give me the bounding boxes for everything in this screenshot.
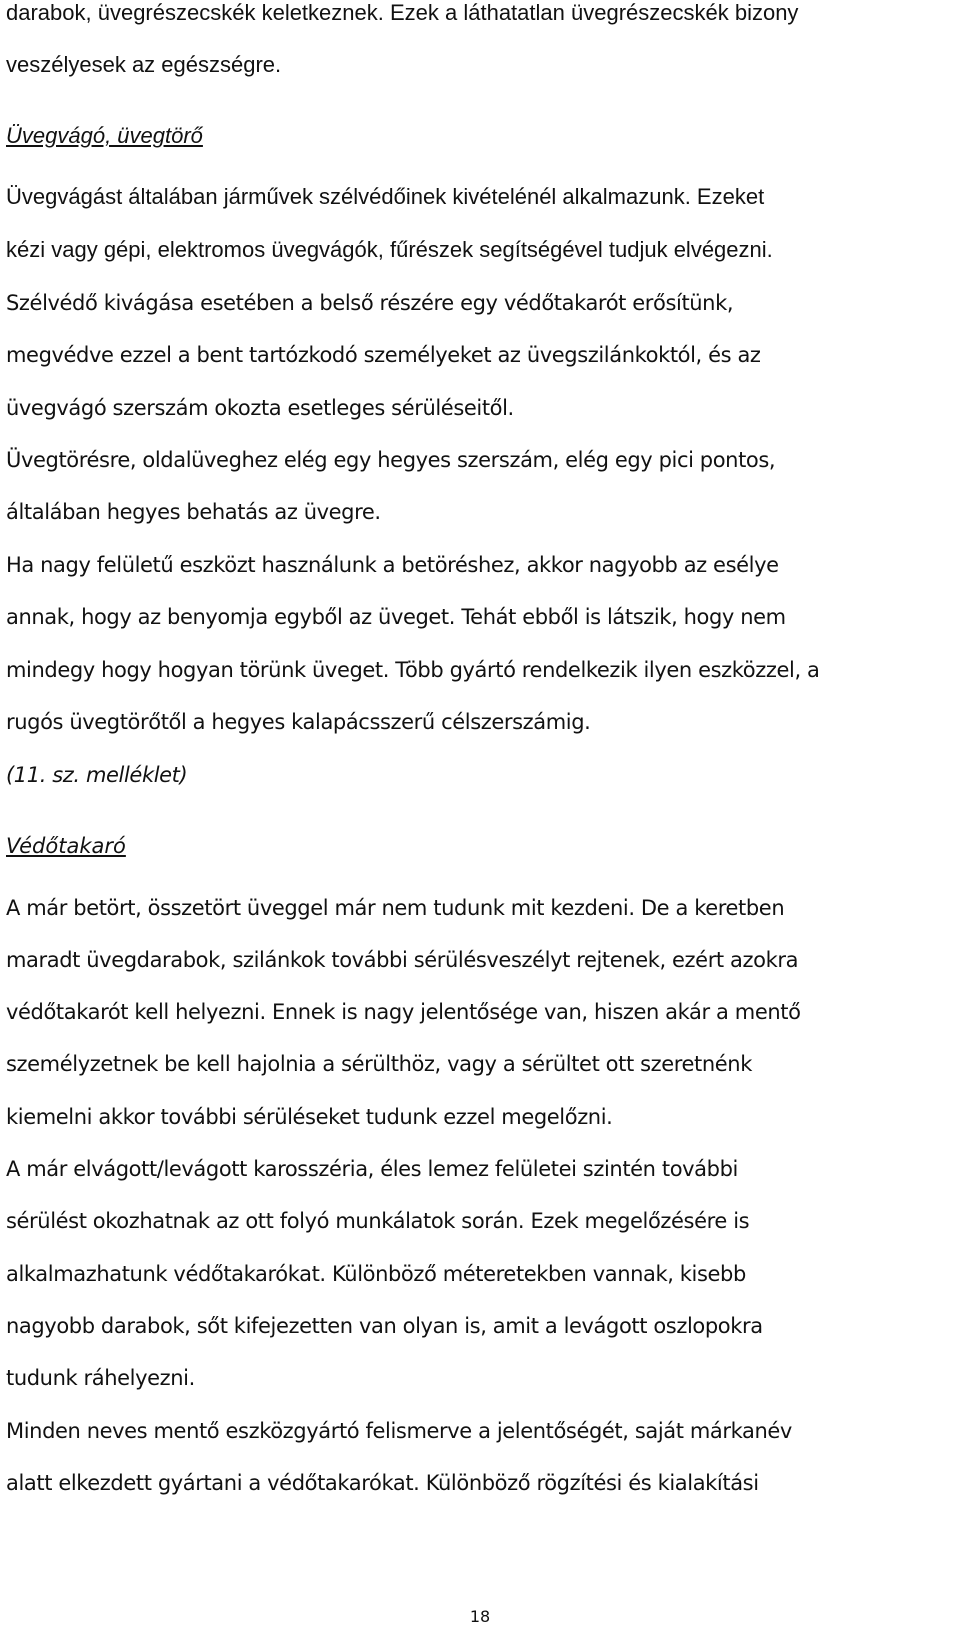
text-line: alatt elkezdett gyártani a védőtakarókat. Különböző rögzítési és kialakítási [6,1471,759,1495]
text-line: Üvegtörésre, oldalüveghez elég egy hegyes szerszám, elég egy pici pontos, [6,448,776,472]
text-line: megvédve ezzel a bent tartózkodó személyeket az üvegszilánkoktól, és az [6,343,761,367]
text-line: A már betört, összetört üveggel már nem tudunk mit kezdeni. De a keretben [6,896,785,920]
text-line: darabok, üvegrészecskék keletkeznek. Ezek a láthatatlan üvegrészecskék bizony [6,0,799,25]
text-line: A már elvágott/levágott karosszéria, éles lemez felületei szintén további [6,1157,738,1181]
text-line: nagyobb darabok, sőt kifejezetten van olyan is, amit a levágott oszlopokra [6,1314,763,1338]
section-heading-vedotakaro: Védőtakaró [6,834,126,858]
text-line: Szélvédő kivágása esetében a belső részére egy védőtakarót erősítünk, [6,291,734,315]
text-line: általában hegyes behatás az üvegre. [6,500,381,524]
text-line: Üvegvágást általában járművek szélvédőinek kivételénél alkalmazunk. Ezeket [6,184,765,209]
text-line: védőtakarót kell helyezni. Ennek is nagy jelentősége van, hiszen akár a mentő [6,1000,801,1024]
text-line: személyzetnek be kell hajolnia a sérülthöz, vagy a sérültet ott szeretnénk [6,1052,752,1076]
text-line: annak, hogy az benyomja egyből az üveget. Tehát ebből is látszik, hogy nem [6,605,786,629]
text-line: tudunk ráhelyezni. [6,1366,195,1390]
text-line: rugós üvegtörőtől a hegyes kalapácsszerű célszerszámig. [6,710,591,734]
text-line: maradt üvegdarabok, szilánkok további sérülésveszélyt rejtenek, ezért azokra [6,948,799,972]
text-line: kézi vagy gépi, elektromos üvegvágók, fűrészek segítségével tudjuk elvégezni. [6,237,773,262]
page-number: 18 [469,1607,491,1626]
text-line: mindegy hogy hogyan törünk üveget. Több gyártó rendelkezik ilyen eszközzel, a [6,658,820,682]
text-line: kiemelni akkor további sérüléseket tudunk ezzel megelőzni. [6,1105,613,1129]
section-heading-uvegvago: Üvegvágó, üvegtörő [6,123,203,148]
text-line: veszélyesek az egészségre. [6,52,282,77]
annex-reference: (11. sz. melléklet) [6,763,188,787]
text-line: Minden neves mentő eszközgyártó felismerve a jelentőségét, saját márkanév [6,1419,792,1443]
text-line: Ha nagy felületű eszközt használunk a betöréshez, akkor nagyobb az esélye [6,553,779,577]
text-line: üvegvágó szerszám okozta esetleges sérüléseitől. [6,396,514,420]
text-line: sérülést okozhatnak az ott folyó munkálatok során. Ezek megelőzésére is [6,1209,750,1233]
text-line: alkalmazhatunk védőtakarókat. Különböző méteretekben vannak, kisebb [6,1262,746,1286]
